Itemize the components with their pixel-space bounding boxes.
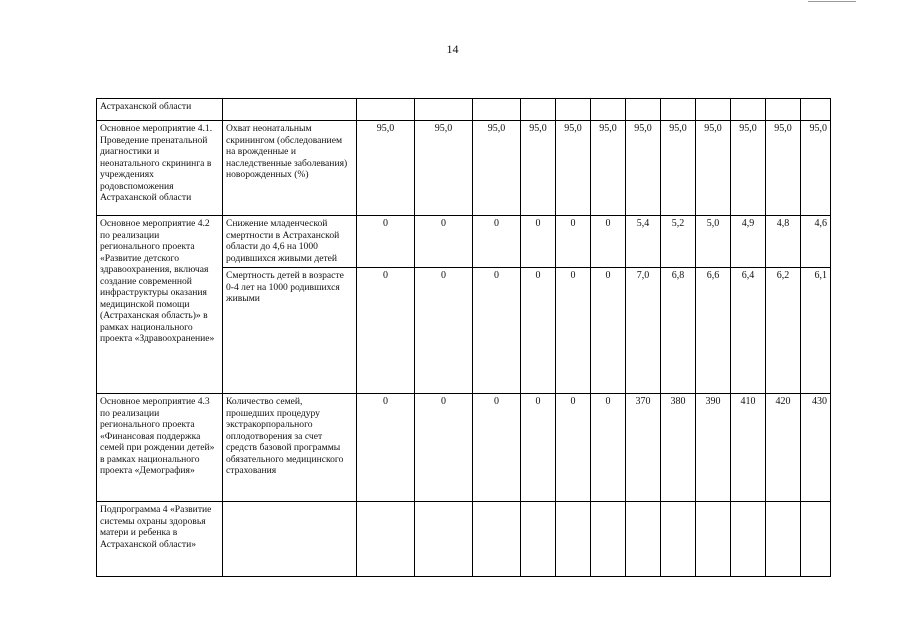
value-cell bbox=[591, 99, 626, 121]
value-cell: 95,0 bbox=[626, 121, 661, 216]
indicator-cell: Количество семей, прошедших процедуру экстракорпорального оплодотворения за счет средств базовой программы обязательного медицинского страхования bbox=[223, 394, 357, 502]
value-cell: 5,2 bbox=[661, 216, 696, 268]
value-cell: 95,0 bbox=[473, 121, 521, 216]
value-cell: 95,0 bbox=[415, 121, 473, 216]
indicator-cell bbox=[223, 99, 357, 121]
value-cell bbox=[696, 502, 731, 577]
value-cell: 95,0 bbox=[591, 121, 626, 216]
value-cell: 4,8 bbox=[766, 216, 801, 268]
value-cell: 5,4 bbox=[626, 216, 661, 268]
value-cell: 95,0 bbox=[556, 121, 591, 216]
value-cell bbox=[801, 99, 831, 121]
table-row bbox=[97, 216, 831, 268]
value-cell: 6,2 bbox=[766, 268, 801, 394]
value-cell bbox=[357, 502, 415, 577]
value-cell: 6,4 bbox=[731, 268, 766, 394]
value-cell: 95,0 bbox=[661, 121, 696, 216]
value-cell: 6,8 bbox=[661, 268, 696, 394]
value-cell: 390 bbox=[696, 394, 731, 502]
table-row bbox=[97, 121, 831, 216]
value-cell bbox=[731, 502, 766, 577]
value-cell bbox=[473, 99, 521, 121]
top-edge-mark bbox=[808, 1, 856, 2]
value-cell bbox=[521, 99, 556, 121]
value-cell: 95,0 bbox=[521, 121, 556, 216]
value-cell: 0 bbox=[521, 394, 556, 502]
value-cell: 95,0 bbox=[766, 121, 801, 216]
value-cell: 0 bbox=[556, 216, 591, 268]
value-cell bbox=[521, 502, 556, 577]
value-cell bbox=[801, 502, 831, 577]
value-cell bbox=[696, 99, 731, 121]
value-cell: 370 bbox=[626, 394, 661, 502]
value-cell: 4,9 bbox=[731, 216, 766, 268]
value-cell: 0 bbox=[357, 394, 415, 502]
value-cell bbox=[731, 99, 766, 121]
value-cell: 0 bbox=[473, 394, 521, 502]
value-cell: 0 bbox=[415, 394, 473, 502]
value-cell: 0 bbox=[357, 216, 415, 268]
event-cell: Основное мероприятие 4.3 по реализации регионального проекта «Финансовая поддержка семей при рождении детей» в рамках национального проекта «Демография» bbox=[97, 394, 223, 502]
value-cell: 0 bbox=[591, 394, 626, 502]
value-cell: 6,1 bbox=[801, 268, 831, 394]
event-cell: Основное мероприятие 4.1. Проведение пренатальной диагностики и неонатального скрининга в учреждениях родовспоможения Астраханской области bbox=[97, 121, 223, 216]
value-cell: 0 bbox=[357, 268, 415, 394]
value-cell bbox=[415, 99, 473, 121]
value-cell bbox=[415, 502, 473, 577]
value-cell: 0 bbox=[473, 216, 521, 268]
value-cell: 0 bbox=[473, 268, 521, 394]
value-cell: 0 bbox=[521, 268, 556, 394]
value-cell: 380 bbox=[661, 394, 696, 502]
table-row bbox=[97, 99, 831, 121]
value-cell: 420 bbox=[766, 394, 801, 502]
indicator-cell: Снижение младенческой смертности в Астраханской области до 4,6 на 1000 родившихся живыми детей bbox=[223, 216, 357, 268]
value-cell: 430 bbox=[801, 394, 831, 502]
indicator-cell: Охват неонатальным скринингом (обследованием на врожденные и наследственные заболевания) новорожденных (%) bbox=[223, 121, 357, 216]
value-cell bbox=[766, 502, 801, 577]
page-number: 14 bbox=[446, 42, 459, 56]
value-cell: 0 bbox=[556, 394, 591, 502]
value-cell: 0 bbox=[591, 268, 626, 394]
value-cell: 7,0 bbox=[626, 268, 661, 394]
value-cell bbox=[357, 99, 415, 121]
value-cell: 95,0 bbox=[357, 121, 415, 216]
table-row bbox=[97, 394, 831, 502]
indicator-cell bbox=[223, 502, 357, 577]
value-cell bbox=[473, 502, 521, 577]
value-cell bbox=[766, 99, 801, 121]
event-cell: Подпрограмма 4 «Развитие системы охраны здоровья матери и ребенка в Астраханской области» bbox=[97, 502, 223, 577]
event-cell: Астраханской области bbox=[97, 99, 223, 121]
value-cell bbox=[661, 502, 696, 577]
value-cell: 95,0 bbox=[801, 121, 831, 216]
value-cell: 0 bbox=[415, 216, 473, 268]
value-cell: 0 bbox=[415, 268, 473, 394]
value-cell: 0 bbox=[591, 216, 626, 268]
value-cell: 6,6 bbox=[696, 268, 731, 394]
value-cell: 5,0 bbox=[696, 216, 731, 268]
value-cell bbox=[556, 502, 591, 577]
table-row bbox=[97, 502, 831, 577]
value-cell bbox=[556, 99, 591, 121]
indicator-cell: Смертность детей в возрасте 0-4 лет на 1000 родившихся живыми bbox=[223, 268, 357, 394]
value-cell: 95,0 bbox=[731, 121, 766, 216]
value-cell: 410 bbox=[731, 394, 766, 502]
event-cell: Основное мероприятие 4.2 по реализации регионального проекта «Развитие детского здравоохранения, включая создание современной инфраструктуры оказания медицинской помощи (Астраханская область)» в рамках национального проекта «Здравоохранение» bbox=[97, 216, 223, 394]
value-cell: 0 bbox=[521, 216, 556, 268]
value-cell bbox=[591, 502, 626, 577]
value-cell: 0 bbox=[556, 268, 591, 394]
value-cell: 95,0 bbox=[696, 121, 731, 216]
value-cell bbox=[626, 99, 661, 121]
indicators-table bbox=[96, 98, 831, 577]
value-cell: 4,6 bbox=[801, 216, 831, 268]
value-cell bbox=[661, 99, 696, 121]
value-cell bbox=[626, 502, 661, 577]
